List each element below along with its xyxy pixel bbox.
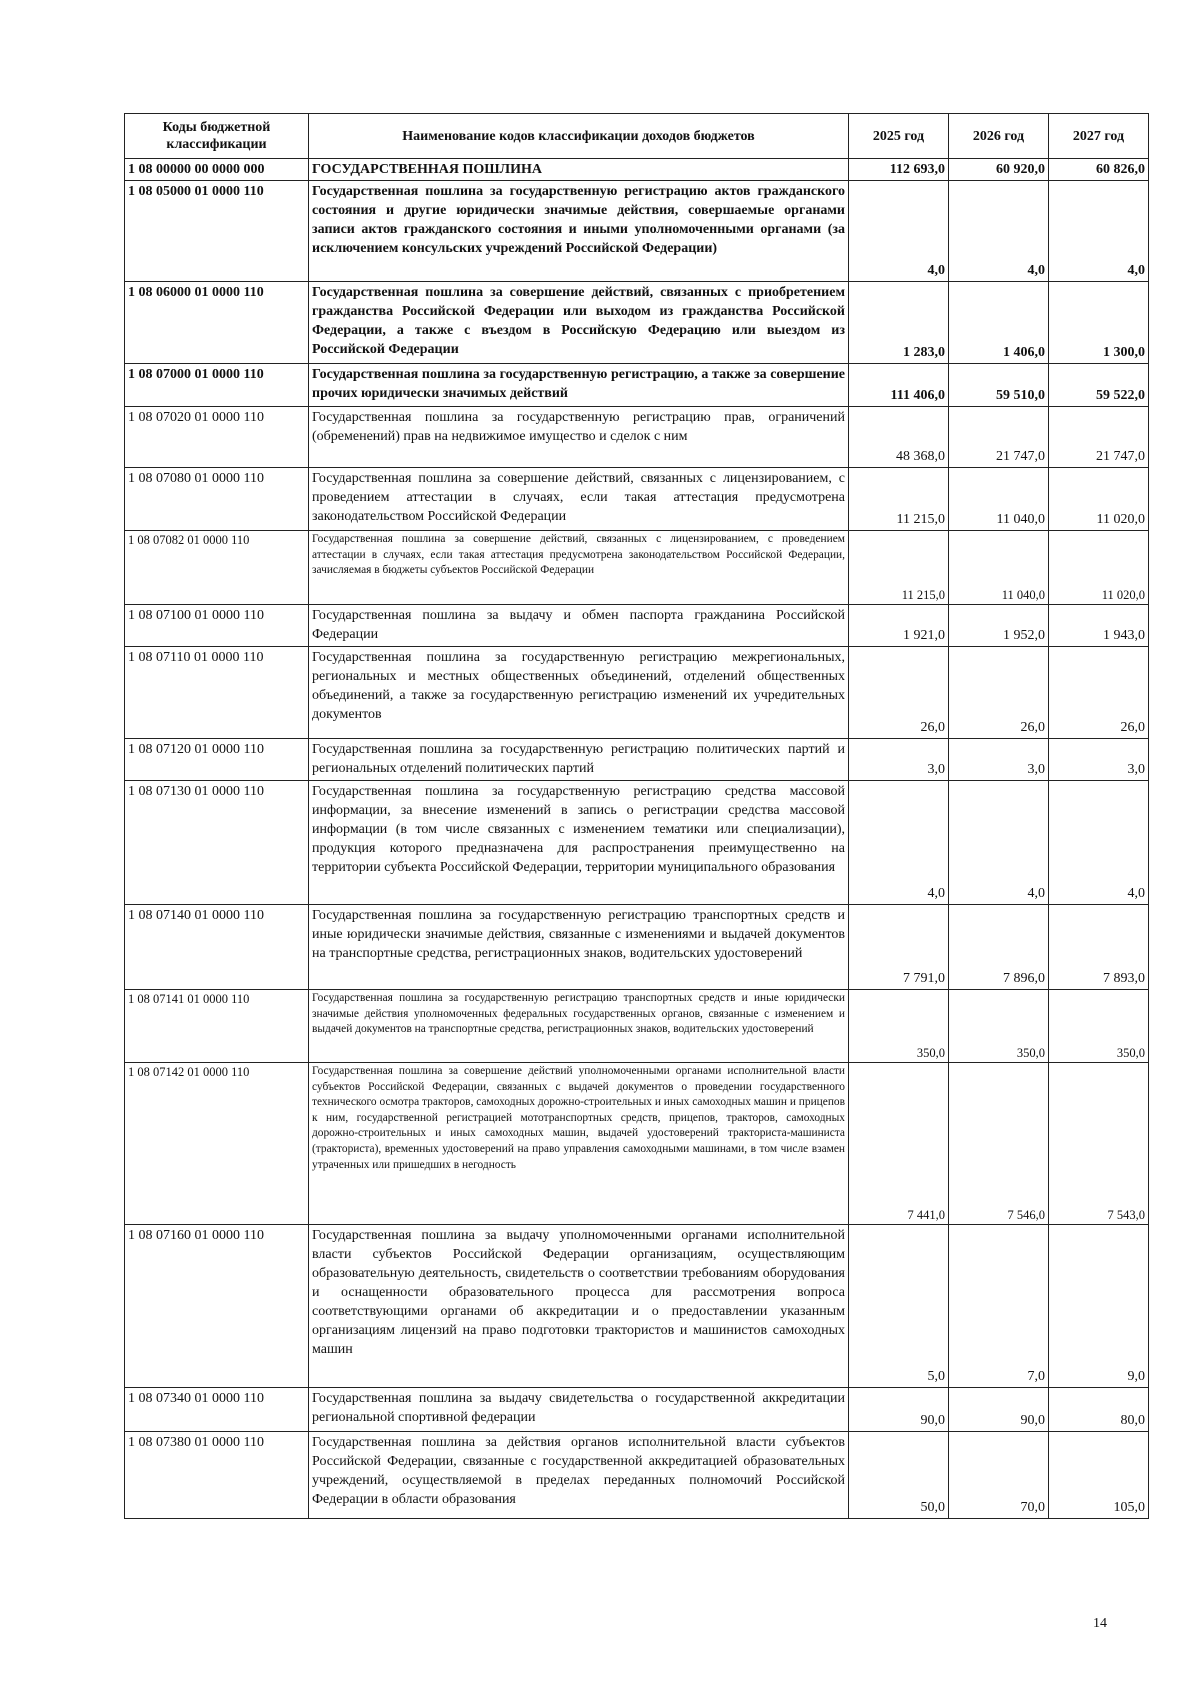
table-row: [125, 1388, 1149, 1432]
table-row: [125, 181, 1149, 282]
row-name: Государственная пошлина за государственную регистрацию актов гражданского состояния и другие юридически значимые действия, совершаемые органами записи актов гражданского состояния и иными уполномоченными органами (за исключением консульских учреждений Российской Федерации): [309, 181, 849, 282]
row-value-2027: 9,0: [1049, 1225, 1149, 1388]
row-name: Государственная пошлина за совершение действий, связанных с лицензированием, с проведением аттестации в случаях, если такая аттестация предусмотрена законодательством Российской Федерации: [309, 468, 849, 531]
row-name: ГОСУДАРСТВЕННАЯ ПОШЛИНА: [309, 159, 849, 181]
row-code: 1 08 07140 01 0000 110: [125, 905, 309, 990]
header-2025: 2025 год: [849, 114, 949, 159]
row-value-2027: 11 020,0: [1049, 531, 1149, 605]
row-value-2025: 48 368,0: [849, 407, 949, 468]
row-code: 1 08 07020 01 0000 110: [125, 407, 309, 468]
row-value-2026: 90,0: [949, 1388, 1049, 1432]
row-name: Государственная пошлина за действия органов исполнительной власти субъектов Российской Федерации, связанные с государственной аккредитацией образовательных учреждений, осуществляемой в пределах переданных полномочий Российской Федерации в области образования: [309, 1432, 849, 1519]
row-code: 1 08 07000 01 0000 110: [125, 364, 309, 407]
row-value-2026: 7 896,0: [949, 905, 1049, 990]
row-value-2026: 26,0: [949, 647, 1049, 739]
table-row: [125, 1225, 1149, 1388]
row-value-2026: 70,0: [949, 1432, 1049, 1519]
table-row: [125, 364, 1149, 407]
header-2027: 2027 год: [1049, 114, 1149, 159]
row-name: Государственная пошлина за совершение действий, связанных с приобретением гражданства Российской Федерации или выходом из гражданства Российской Федерации, а также с въездом в Российскую Федерацию или выездом из Российской Федерации: [309, 282, 849, 364]
row-name: Государственная пошлина за выдачу уполномоченными органами исполнительной власти субъектов Российской Федерации организациям, осуществляющим образовательную деятельность, свидетельств о соответствии требованиям оборудования и оснащенности образовательного процесса для рассмотрения вопроса соответствующими органами об аккредитации и о предоставлении указанным организациям лицензий на право подготовки трактористов и машинистов самоходных машин: [309, 1225, 849, 1388]
budget-table: [124, 113, 1149, 1519]
row-value-2027: 60 826,0: [1049, 159, 1149, 181]
table-row: [125, 282, 1149, 364]
row-name: Государственная пошлина за государственную регистрацию, а также за совершение прочих юридически значимых действий: [309, 364, 849, 407]
row-value-2025: 11 215,0: [849, 468, 949, 531]
row-code: 1 08 07100 01 0000 110: [125, 605, 309, 647]
row-code: 1 08 07142 01 0000 110: [125, 1063, 309, 1225]
table-header-row: [125, 114, 1149, 159]
row-value-2027: 4,0: [1049, 181, 1149, 282]
row-code: 1 08 07130 01 0000 110: [125, 781, 309, 905]
row-value-2027: 350,0: [1049, 990, 1149, 1063]
row-value-2027: 80,0: [1049, 1388, 1149, 1432]
row-value-2027: 105,0: [1049, 1432, 1149, 1519]
row-value-2027: 59 522,0: [1049, 364, 1149, 407]
row-name: Государственная пошлина за государственную регистрацию межрегиональных, региональных и местных общественных объединений, отделений общественных объединений, а также за государственную регистрацию изменений их учредительных документов: [309, 647, 849, 739]
row-value-2026: 350,0: [949, 990, 1049, 1063]
row-code: 1 08 07141 01 0000 110: [125, 990, 309, 1063]
row-code: 1 08 07082 01 0000 110: [125, 531, 309, 605]
row-code: 1 08 07380 01 0000 110: [125, 1432, 309, 1519]
table-row: [125, 739, 1149, 781]
row-value-2027: 1 300,0: [1049, 282, 1149, 364]
row-value-2026: 4,0: [949, 181, 1049, 282]
row-value-2025: 1 921,0: [849, 605, 949, 647]
row-code: 1 08 07080 01 0000 110: [125, 468, 309, 531]
row-value-2025: 111 406,0: [849, 364, 949, 407]
row-name: Государственная пошлина за государственную регистрацию транспортных средств и иные юридически значимые действия, связанные с изменениями и выдачей документов на транспортные средства, регистрационных знаков, водительских удостоверений: [309, 905, 849, 990]
row-code: 1 08 07110 01 0000 110: [125, 647, 309, 739]
table-row: [125, 468, 1149, 531]
row-value-2026: 3,0: [949, 739, 1049, 781]
row-value-2025: 350,0: [849, 990, 949, 1063]
row-code: 1 08 07340 01 0000 110: [125, 1388, 309, 1432]
table-row: [125, 990, 1149, 1063]
row-value-2025: 7 791,0: [849, 905, 949, 990]
row-value-2026: 59 510,0: [949, 364, 1049, 407]
row-name: Государственная пошлина за выдачу свидетельства о государственной аккредитации региональной спортивной федерации: [309, 1388, 849, 1432]
row-value-2026: 7,0: [949, 1225, 1049, 1388]
header-code: Коды бюджетной классификации: [125, 114, 309, 159]
page-number: 14: [1093, 1616, 1107, 1631]
row-value-2026: 60 920,0: [949, 159, 1049, 181]
row-value-2027: 7 543,0: [1049, 1063, 1149, 1225]
row-value-2025: 5,0: [849, 1225, 949, 1388]
table-row: [125, 781, 1149, 905]
row-value-2025: 11 215,0: [849, 531, 949, 605]
table-row: [125, 1432, 1149, 1519]
row-code: 1 08 07160 01 0000 110: [125, 1225, 309, 1388]
header-name: Наименование кодов классификации доходов бюджетов: [309, 114, 849, 159]
row-value-2025: 3,0: [849, 739, 949, 781]
row-name: Государственная пошлина за совершение действий уполномоченными органами исполнительной власти субъектов Российской Федерации, связанных с выдачей документов о проведении государственного технического осмотра тракторов, самоходных дорожно-строительных и иных самоходных машин и прицепов к ним, государственной регистрацией мототранспортных средств, прицепов, тракторов, самоходных дорожно-строительных и иных самоходных машин, выдачей удостоверений тракториста-машиниста (тракториста), временных удостоверений на право управления самоходными машинами, в том числе взамен утраченных или пришедших в негодность: [309, 1063, 849, 1225]
row-value-2025: 4,0: [849, 781, 949, 905]
row-value-2027: 4,0: [1049, 781, 1149, 905]
table-row: [125, 905, 1149, 990]
table-row: [125, 159, 1149, 181]
row-name: Государственная пошлина за совершение действий, связанных с лицензированием, с проведением аттестации в случаях, если такая аттестация предусмотрена законодательством Российской Федерации, зачисляемая в бюджеты субъектов Российской Федерации: [309, 531, 849, 605]
row-value-2026: 7 546,0: [949, 1063, 1049, 1225]
row-value-2026: 1 952,0: [949, 605, 1049, 647]
row-name: Государственная пошлина за выдачу и обмен паспорта гражданина Российской Федерации: [309, 605, 849, 647]
row-code: 1 08 05000 01 0000 110: [125, 181, 309, 282]
row-value-2027: 11 020,0: [1049, 468, 1149, 531]
row-name: Государственная пошлина за государственную регистрацию политических партий и региональных отделений политических партий: [309, 739, 849, 781]
row-value-2026: 11 040,0: [949, 531, 1049, 605]
row-value-2025: 50,0: [849, 1432, 949, 1519]
row-value-2027: 21 747,0: [1049, 407, 1149, 468]
row-code: 1 08 00000 00 0000 000: [125, 159, 309, 181]
table-row: [125, 1063, 1149, 1225]
row-value-2025: 26,0: [849, 647, 949, 739]
table-row: [125, 531, 1149, 605]
row-value-2025: 112 693,0: [849, 159, 949, 181]
row-code: 1 08 07120 01 0000 110: [125, 739, 309, 781]
row-value-2026: 11 040,0: [949, 468, 1049, 531]
row-value-2027: 26,0: [1049, 647, 1149, 739]
header-2026: 2026 год: [949, 114, 1049, 159]
row-code: 1 08 06000 01 0000 110: [125, 282, 309, 364]
row-value-2026: 4,0: [949, 781, 1049, 905]
row-value-2025: 1 283,0: [849, 282, 949, 364]
row-value-2027: 3,0: [1049, 739, 1149, 781]
row-name: Государственная пошлина за государственную регистрацию транспортных средств и иные юридически значимые действия уполномоченных федеральных государственных органов, связанные с изменением и выдачей документов на транспортные средства, регистрационных знаков, водительских удостоверений: [309, 990, 849, 1063]
row-value-2025: 4,0: [849, 181, 949, 282]
row-name: Государственная пошлина за государственную регистрацию прав, ограничений (обременений) прав на недвижимое имущество и сделок с ним: [309, 407, 849, 468]
row-value-2026: 21 747,0: [949, 407, 1049, 468]
table-row: [125, 647, 1149, 739]
row-name: Государственная пошлина за государственную регистрацию средства массовой информации, за внесение изменений в запись о регистрации средства массовой информации (в том числе связанных с изменением тематики или специализации), продукция которого предназначена для распространения преимущественно на территории субъекта Российской Федерации, территории муниципального образования: [309, 781, 849, 905]
table-row: [125, 407, 1149, 468]
row-value-2027: 7 893,0: [1049, 905, 1149, 990]
row-value-2025: 90,0: [849, 1388, 949, 1432]
row-value-2026: 1 406,0: [949, 282, 1049, 364]
row-value-2027: 1 943,0: [1049, 605, 1149, 647]
row-value-2025: 7 441,0: [849, 1063, 949, 1225]
table-row: [125, 605, 1149, 647]
